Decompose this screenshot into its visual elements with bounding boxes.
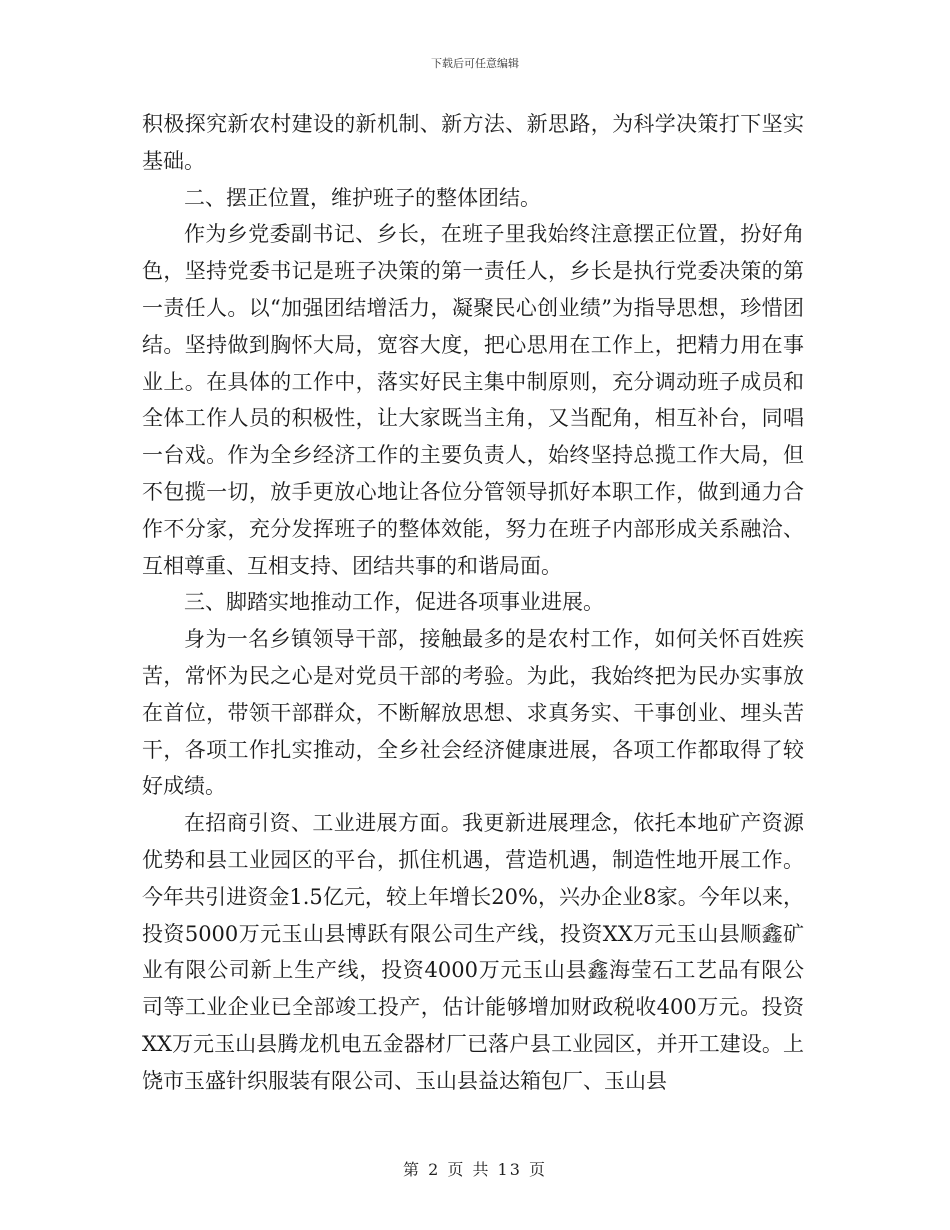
paragraph-6: 在招商引资、工业进展方面。我更新进展理念，依托本地矿产资源优势和县工业园区的平台，抓住机遇，营造机遇，制造性地开展工作。今年共引进资金1.5亿元，较上年增长20%，兴办企业8家。今年以来，投资5000万元玉山县博跃有限公司生产线，投资XX万元玉山县顺鑫矿业有限公司新上生产线，投资4000万元玉山县鑫海莹石工艺品有限公司等工业企业已全部竣工投产，估计能够增加财政税收400万元。投资XX万元玉山县腾龙机电五金器材厂已落户县工业园区，并开工建设。上饶市玉盛针织服装有限公司、玉山县益达箱包厂、玉山县 <box>142 811 804 1093</box>
section-heading-2: 二、摆正位置，维护班子的整体团结。 <box>184 185 541 210</box>
paragraph-5: 身为一名乡镇领导干部，接触最多的是农村工作，如何关怀百姓疾苦，常怀为民之心是对党员干部的考验。为此，我始终把为民办实事放在首位，带领干部群众，不断解放思想、求真务实、干事创业、埋头苦干，各项工作扎实推动，全乡社会经济健康进展，各项工作都取得了较好成绩。 <box>142 627 804 799</box>
document-body <box>142 106 804 1100</box>
section-heading-3: 三、脚踏实地推动工作，促进各项事业进展。 <box>184 590 604 615</box>
page-header-note: 下载后可任意编辑 <box>431 57 519 70</box>
page-number-footer: 第 2 页 共 13 页 <box>403 1160 547 1179</box>
paragraph-3: 作为乡党委副书记、乡长，在班子里我始终注意摆正位置，扮好角色，坚持党委书记是班子决策的第一责任人，乡长是执行党委决策的第一责任人。以“加强团结增活力，凝聚民心创业绩”为指导思想，珍惜团结。坚持做到胸怀大局，宽容大度，把心思用在工作上，把精力用在事业上。在具体的工作中，落实好民主集中制原则，充分调动班子成员和全体工作人员的积极性，让大家既当主角，又当配角，相互补台，同唱一台戏。作为全乡经济工作的主要负责人，始终坚持总揽工作大局，但不包揽一切，放手更放心地让各位分管领导抓好本职工作，做到通力合作不分家，充分发挥班子的整体效能，努力在班子内部形成关系融洽、互相尊重、互相支持、团结共事的和谐局面。 <box>142 222 804 578</box>
paragraph-1: 积极探究新农村建设的新机制、新方法、新思路，为科学决策打下坚实基础。 <box>142 112 804 173</box>
